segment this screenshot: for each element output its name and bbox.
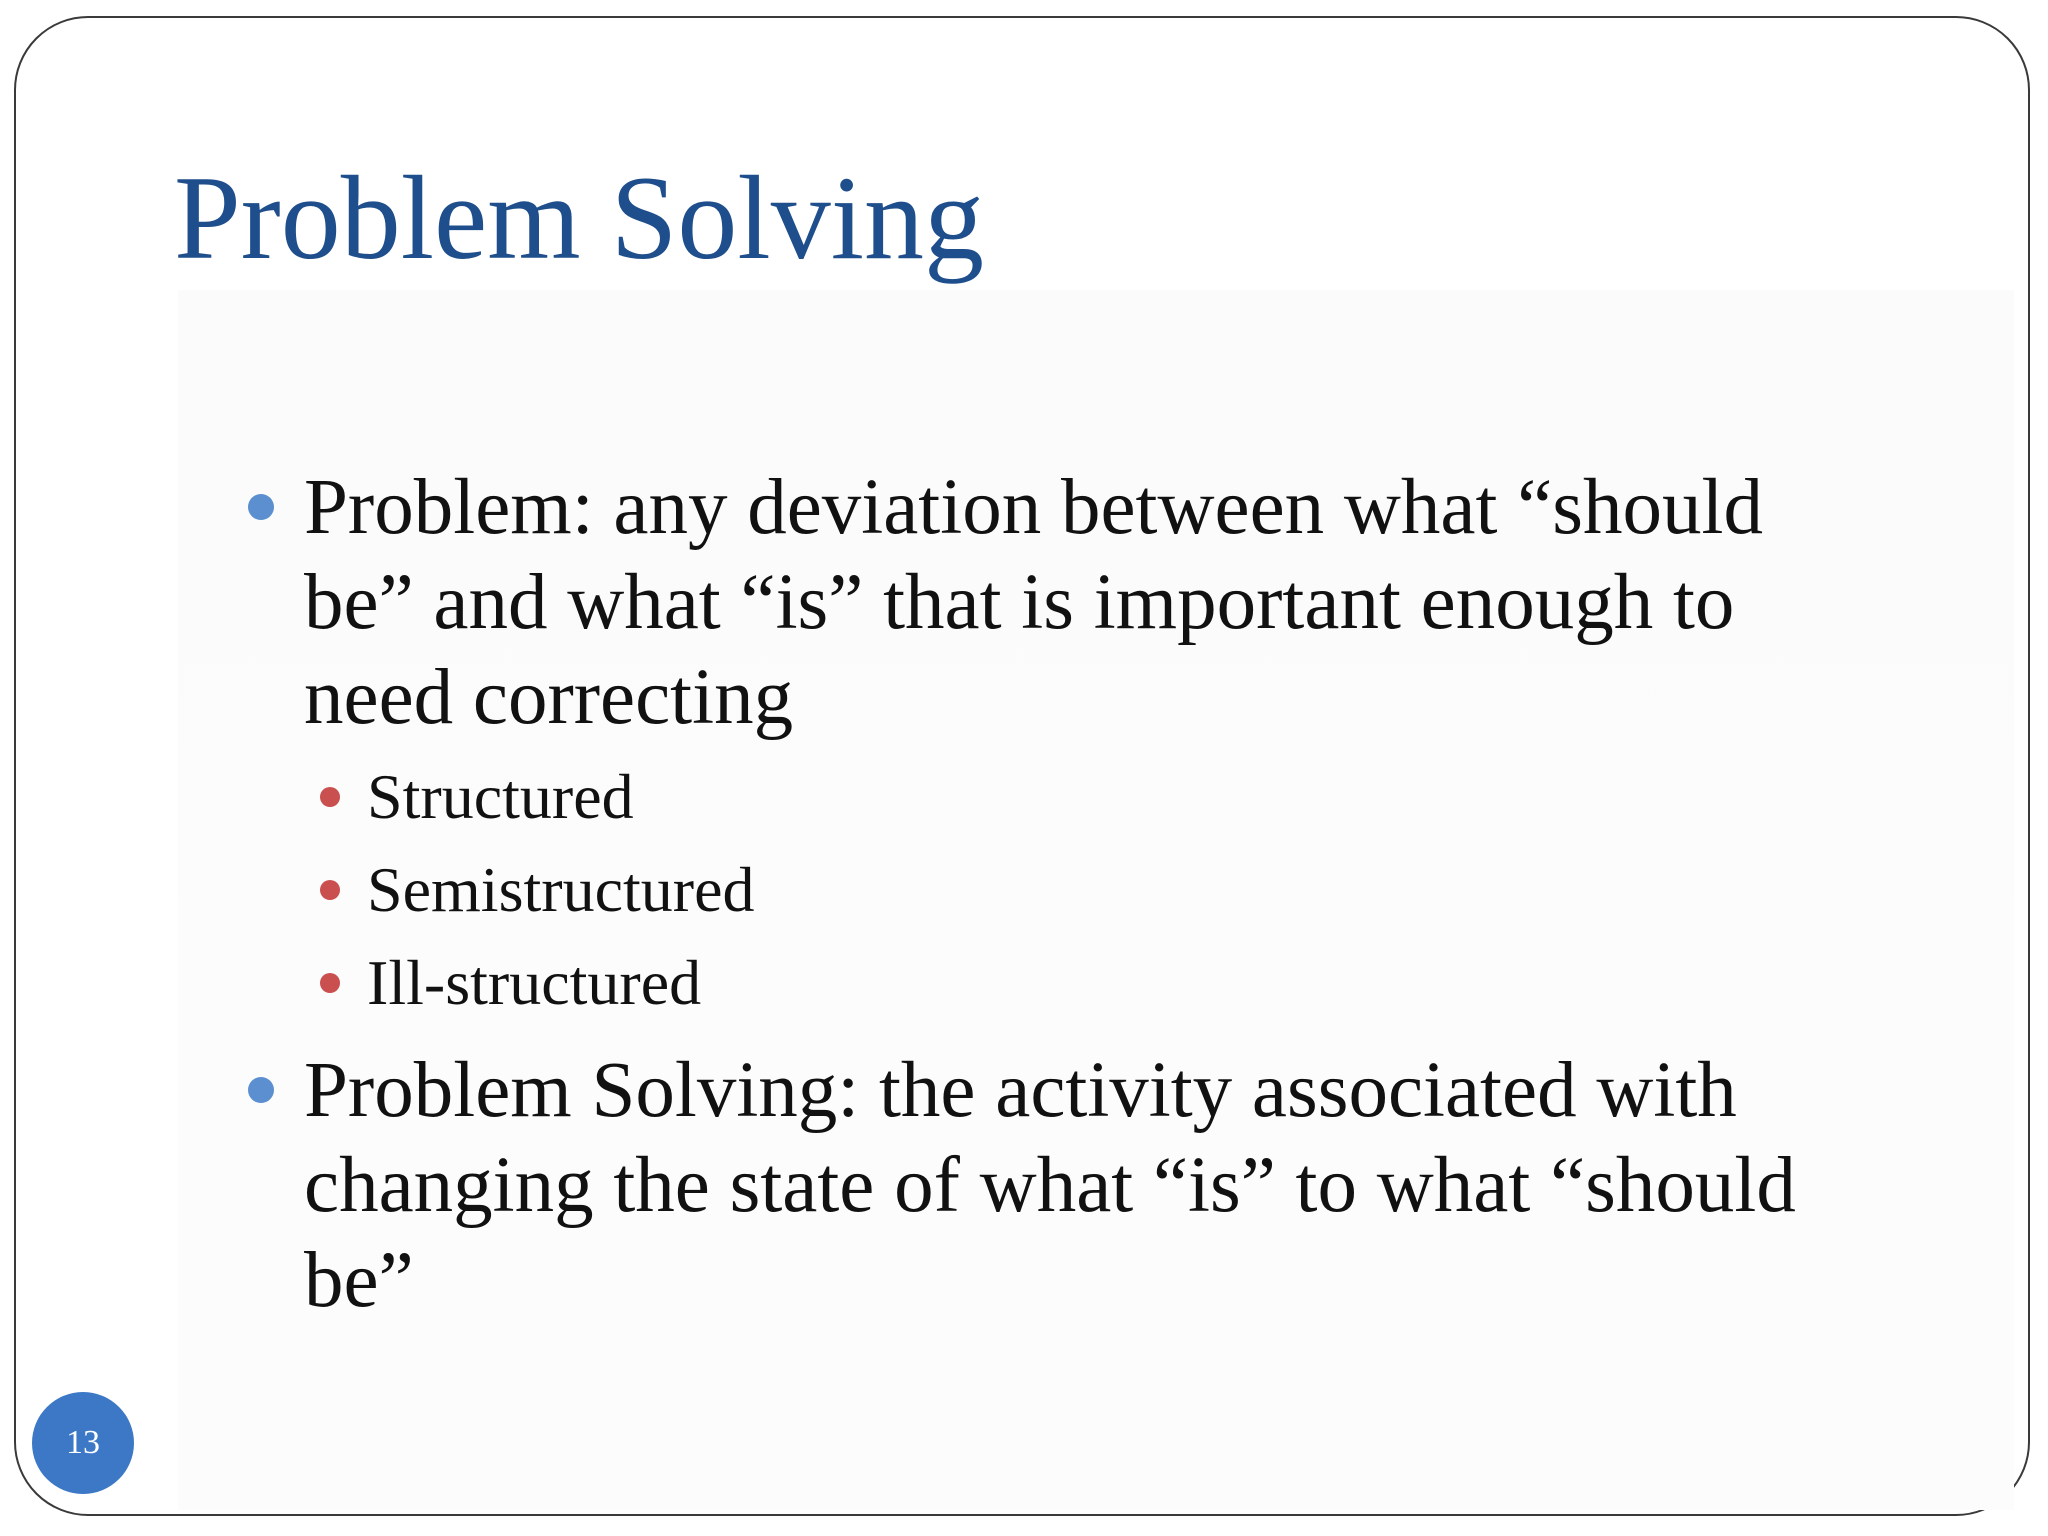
slide-title: Problem Solving: [174, 151, 985, 284]
bullet-1-dot: [248, 494, 274, 520]
bullet-2-dot: [248, 1077, 274, 1103]
sub-bullet-3-text: Ill-structured: [367, 947, 702, 1018]
sub-bullet-1-dot: [320, 787, 340, 807]
sub-bullet-2-text: Semistructured: [367, 854, 755, 925]
sub-bullet-1-text: Structured: [367, 761, 634, 832]
sub-bullet-2-dot: [320, 880, 340, 900]
slide-number-badge: 13: [32, 1392, 134, 1494]
sub-bullet-3-dot: [320, 973, 340, 993]
bullet-1-text: Problem: any deviation between what “should be” and what “is” that is important enough to need correcting: [304, 464, 1763, 741]
bullet-2-text: Problem Solving: the activity associated with changing the state of what “is” to what “should be”: [304, 1047, 1796, 1324]
